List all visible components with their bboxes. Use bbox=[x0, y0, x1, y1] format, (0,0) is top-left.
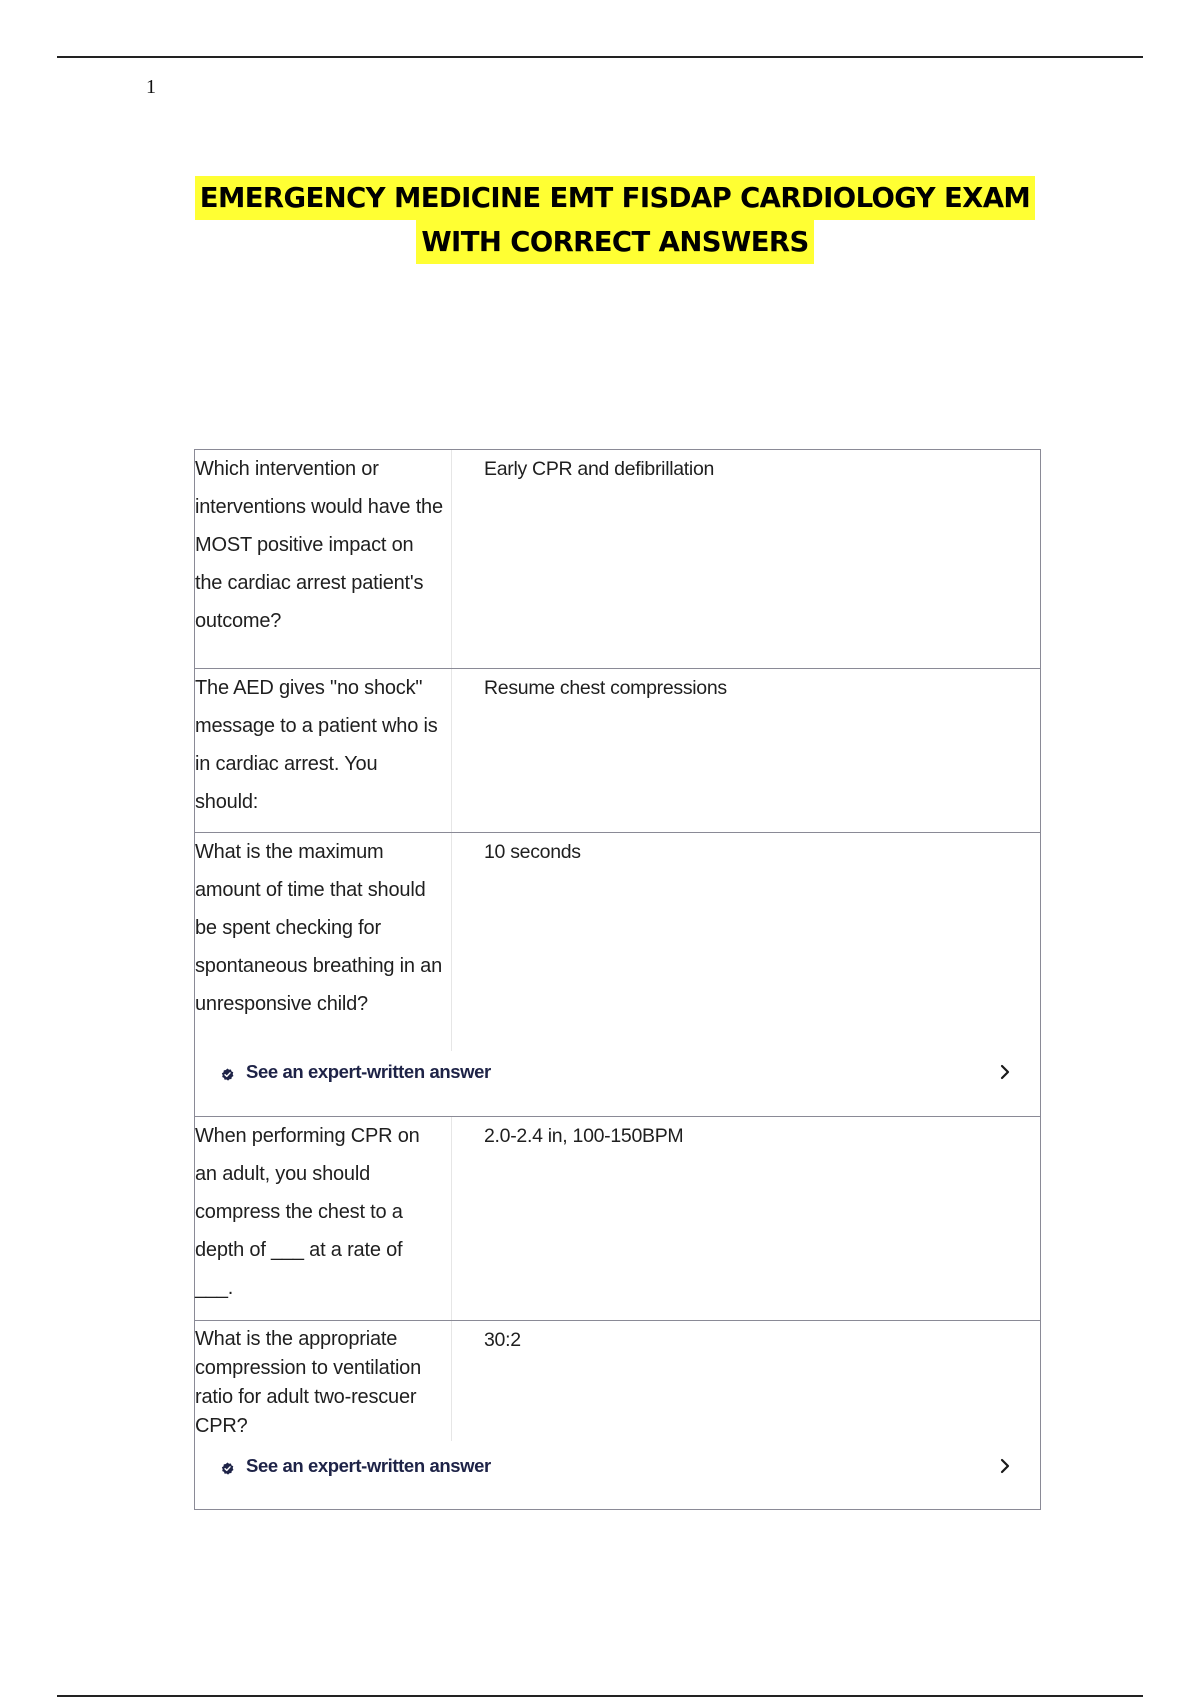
verified-check-icon bbox=[221, 1462, 234, 1475]
answer-text: Resume chest compressions bbox=[484, 677, 727, 699]
page-number: 1 bbox=[146, 76, 156, 98]
qa-row bbox=[195, 1320, 1040, 1509]
qa-row bbox=[195, 450, 1040, 668]
title-line-2: WITH CORRECT ANSWERS bbox=[416, 220, 813, 264]
title-line-1: EMERGENCY MEDICINE EMT FISDAP CARDIOLOGY EXAM bbox=[195, 176, 1035, 220]
footer-rule bbox=[57, 1695, 1143, 1697]
header-rule bbox=[57, 56, 1143, 58]
see-expert-answer-link[interactable] bbox=[221, 1451, 1012, 1481]
qa-table bbox=[194, 449, 1041, 1510]
qa-row bbox=[195, 832, 1040, 1116]
answer-text: 10 seconds bbox=[484, 841, 581, 863]
question-text: When performing CPR on an adult, you should compress the chest to a depth of ___ at a rate of ___. bbox=[195, 1125, 420, 1299]
expert-answer-label: See an expert-written answer bbox=[246, 1455, 491, 1476]
question-text: Which intervention or interventions would have the MOST positive impact on the cardiac arrest patient's outcome? bbox=[195, 458, 443, 632]
question-text: The AED gives "no shock" message to a patient who is in cardiac arrest. You should: bbox=[195, 677, 438, 813]
answer-text: 30:2 bbox=[484, 1329, 521, 1351]
qa-row bbox=[195, 668, 1040, 832]
answer-text: Early CPR and defibrillation bbox=[484, 458, 715, 480]
document-title bbox=[0, 176, 1200, 264]
answer-text: 2.0-2.4 in, 100-150BPM bbox=[484, 1125, 684, 1147]
see-expert-answer-link[interactable] bbox=[221, 1057, 1012, 1087]
chevron-right-icon bbox=[998, 1457, 1012, 1475]
qa-row bbox=[195, 1116, 1040, 1320]
chevron-right-icon bbox=[998, 1063, 1012, 1081]
question-text: What is the appropriate compression to ventilation ratio for adult two-rescuer CPR? bbox=[195, 1328, 422, 1437]
verified-check-icon bbox=[221, 1068, 234, 1081]
question-text: What is the maximum amount of time that should be spent checking for spontaneous breathing in an unresponsive child? bbox=[195, 841, 443, 1015]
expert-answer-label: See an expert-written answer bbox=[246, 1061, 491, 1082]
